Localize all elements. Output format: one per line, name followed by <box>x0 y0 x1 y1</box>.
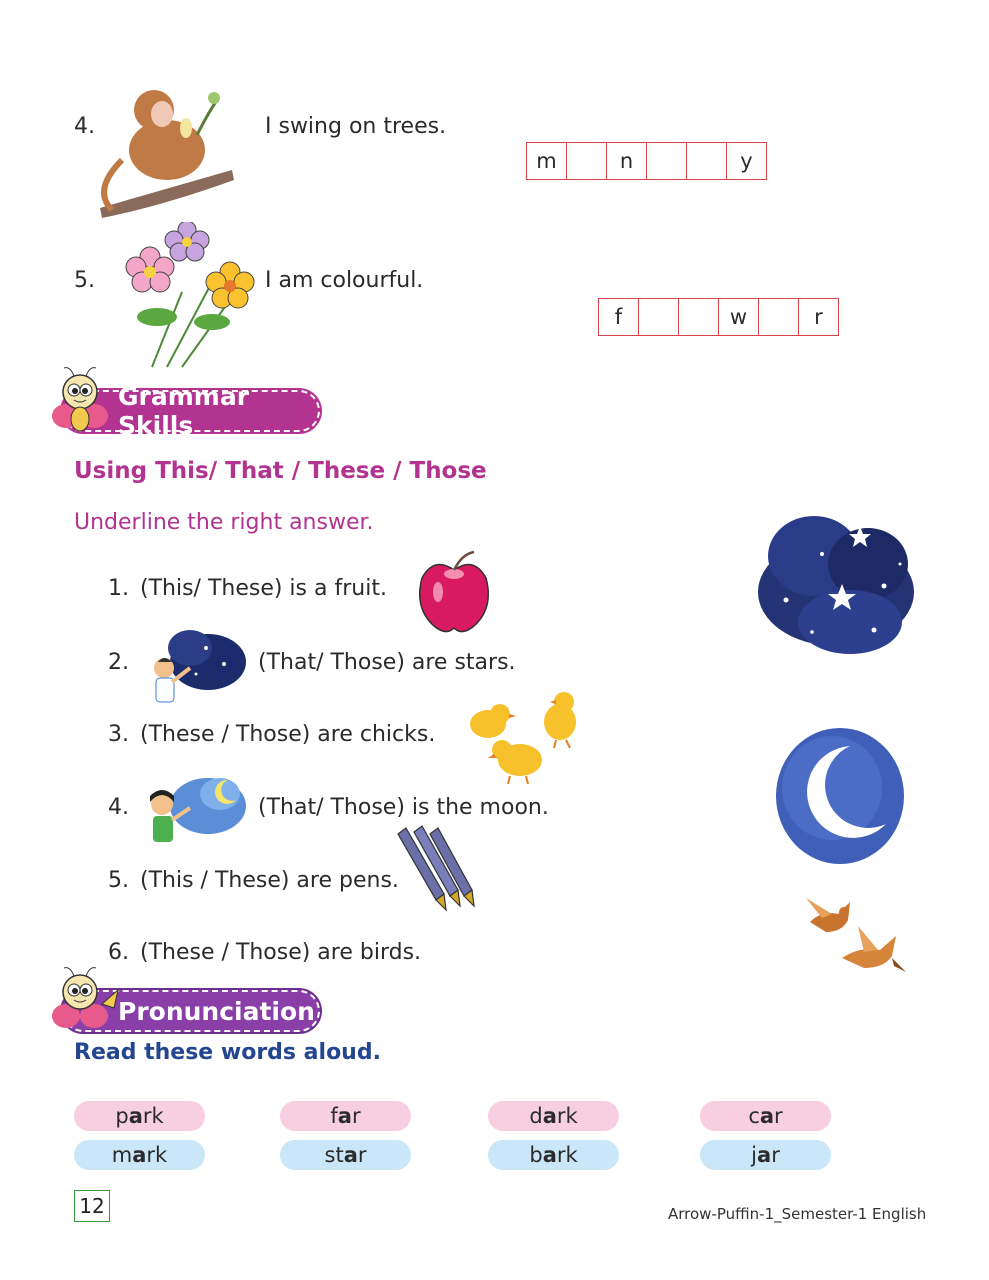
grammar-item-text[interactable]: (These / Those) are birds. <box>140 940 422 965</box>
grammar-item-text[interactable]: (That/ Those) is the moon. <box>258 795 549 820</box>
grammar-item-text[interactable]: (This/ These) is a fruit. <box>140 576 387 601</box>
grammar-instruction: Underline the right answer. <box>74 510 374 535</box>
grammar-item-text[interactable]: (These / Those) are chicks. <box>140 722 436 747</box>
letter-box-flower <box>598 298 839 336</box>
pronunciation-instruction: Read these words aloud. <box>74 1040 381 1065</box>
item-number: 4. <box>74 114 95 139</box>
chicks-image <box>460 688 590 788</box>
letter-cell[interactable] <box>687 143 727 179</box>
grammar-item-number: 3. <box>108 722 129 747</box>
grammar-item-text[interactable]: (This / These) are pens. <box>140 868 399 893</box>
grammar-item-number: 6. <box>108 940 129 965</box>
word-pill: j a r <box>700 1140 831 1170</box>
letter-cell[interactable]: w <box>719 299 759 335</box>
page-number: 12 <box>74 1190 110 1222</box>
letter-cell[interactable]: m <box>527 143 567 179</box>
grammar-item-number: 5. <box>108 868 129 893</box>
birds-image <box>802 892 910 978</box>
word-pill: b a rk <box>488 1140 619 1170</box>
girl-pointing-moon-image <box>144 766 250 850</box>
grammar-item-text[interactable]: (That/ Those) are stars. <box>258 650 516 675</box>
banner-title: Pronunciation <box>118 996 315 1026</box>
letter-cell[interactable] <box>759 299 799 335</box>
word-pill: c a r <box>700 1101 831 1131</box>
boy-pointing-stars-image <box>146 618 248 708</box>
bug-mascot-icon <box>50 964 122 1036</box>
letter-cell[interactable]: y <box>740 149 753 173</box>
letter-box-monkey <box>526 142 767 180</box>
word-pill: m a rk <box>74 1140 205 1170</box>
letter-cell[interactable] <box>647 143 687 179</box>
item-number: 5. <box>74 268 95 293</box>
bug-mascot-icon <box>50 364 110 436</box>
sentence-4: I swing on trees. <box>265 114 447 139</box>
letter-cell[interactable] <box>679 299 719 335</box>
apple-image <box>414 548 492 636</box>
pens-image <box>392 824 478 914</box>
grammar-heading: Using This/ That / These / Those <box>74 458 487 484</box>
letter-cell[interactable]: n <box>607 143 647 179</box>
letter-cell[interactable]: f <box>599 299 639 335</box>
sentence-5: I am colourful. <box>265 268 424 293</box>
letter-cell[interactable] <box>567 143 607 179</box>
letter-cell[interactable]: r <box>814 305 823 329</box>
monkey-image <box>92 80 237 220</box>
letter-cell[interactable] <box>639 299 679 335</box>
word-pill: d a rk <box>488 1101 619 1131</box>
starry-cloud-image <box>752 504 918 660</box>
banner-title: Grammar Skills <box>118 382 250 440</box>
grammar-item-number: 2. <box>108 650 129 675</box>
grammar-item-number: 1. <box>108 576 129 601</box>
flowers-image <box>112 222 272 372</box>
word-pill: f a r <box>280 1101 411 1131</box>
word-pill: st a r <box>280 1140 411 1170</box>
crescent-moon-image <box>774 726 906 866</box>
book-title: Arrow-Puffin-1_Semester-1 English <box>668 1205 927 1223</box>
grammar-item-number: 4. <box>108 795 129 820</box>
word-pill: p a rk <box>74 1101 205 1131</box>
